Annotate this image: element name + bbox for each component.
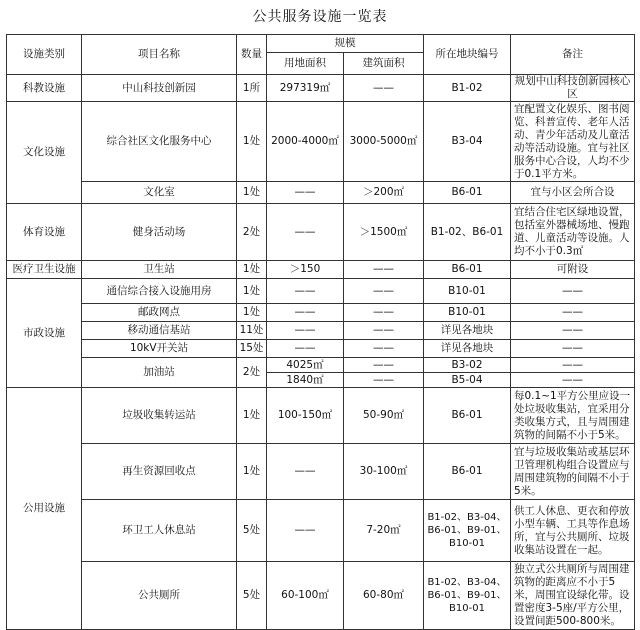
header-plot: 所在地块编号 bbox=[424, 35, 511, 75]
land-area: —— bbox=[267, 279, 344, 304]
note: 宜配置文化娱乐、图书阅览、科普宣传、老年人活动、青少年活动及儿童活动等活动设施。宜与社区服务中心合设，人均不少于0.1平方米。 bbox=[511, 102, 635, 182]
plot-number: B6-01 bbox=[424, 182, 511, 204]
header-name: 项目名称 bbox=[82, 35, 237, 75]
quantity: 15处 bbox=[237, 340, 267, 358]
category-cell: 医疗卫生设施 bbox=[7, 261, 82, 279]
project-name: 再生资源回收点 bbox=[82, 444, 237, 500]
building-area: —— bbox=[344, 322, 424, 340]
land-area: 60-100㎡ bbox=[267, 562, 344, 630]
land-area: 2000-4000㎡ bbox=[267, 102, 344, 182]
table-row bbox=[7, 261, 635, 279]
header-qty: 数量 bbox=[237, 35, 267, 75]
note: 宜与小区会所合设 bbox=[511, 182, 635, 204]
building-area: ＞1500㎡ bbox=[344, 204, 424, 261]
land-area: —— bbox=[267, 182, 344, 204]
project-name: 文化室 bbox=[82, 182, 237, 204]
header-row bbox=[7, 35, 635, 53]
building-area: —— bbox=[344, 261, 424, 279]
table-row bbox=[7, 562, 635, 630]
table-row bbox=[7, 444, 635, 500]
land-area: 297319㎡ bbox=[267, 75, 344, 102]
quantity: 1处 bbox=[237, 444, 267, 500]
plot-number: B10-01 bbox=[424, 304, 511, 322]
plot-number: B3-02 bbox=[424, 358, 511, 373]
category-cell: 体育设施 bbox=[7, 204, 82, 261]
header-building: 建筑面积 bbox=[344, 53, 424, 75]
project-name: 邮政网点 bbox=[82, 304, 237, 322]
table-row bbox=[7, 204, 635, 261]
note: —— bbox=[511, 322, 635, 340]
land-area: ＞150 bbox=[267, 261, 344, 279]
quantity: 5处 bbox=[237, 562, 267, 630]
note: —— bbox=[511, 304, 635, 322]
note: 宜与垃圾收集站或基层环卫管理机构组合设置应与周围建筑物的间隔不小于5米。 bbox=[511, 444, 635, 500]
building-area: ＞200㎡ bbox=[344, 182, 424, 204]
plot-number: 详见各地块 bbox=[424, 322, 511, 340]
land-area: —— bbox=[267, 500, 344, 562]
note: —— bbox=[511, 340, 635, 358]
building-area: —— bbox=[344, 340, 424, 358]
plot-number: B10-01 bbox=[424, 279, 511, 304]
note: —— bbox=[511, 373, 635, 388]
land-area: —— bbox=[267, 204, 344, 261]
table-row bbox=[7, 102, 635, 182]
plot-number: B1-02 bbox=[424, 75, 511, 102]
project-name: 通信综合接入设施用房 bbox=[82, 279, 237, 304]
table-row bbox=[7, 340, 635, 358]
quantity: 2处 bbox=[237, 358, 267, 388]
table-row bbox=[7, 358, 635, 373]
land-area: 4025㎡ bbox=[267, 358, 344, 373]
quantity: 1处 bbox=[237, 261, 267, 279]
quantity: 1所 bbox=[237, 75, 267, 102]
building-area: —— bbox=[344, 75, 424, 102]
plot-number: B6-01 bbox=[424, 388, 511, 444]
building-area: —— bbox=[344, 279, 424, 304]
land-area: 100-150㎡ bbox=[267, 388, 344, 444]
project-name: 移动通信基站 bbox=[82, 322, 237, 340]
project-name: 加油站 bbox=[82, 358, 237, 388]
note: 独立式公共厕所与周围建筑物的距离应不小于5米，周围宜设绿化带。设置密度3-5座/平方公里，设置间距500-800米。 bbox=[511, 562, 635, 630]
table-row bbox=[7, 182, 635, 204]
project-name: 综合社区文化服务中心 bbox=[82, 102, 237, 182]
plot-number: B6-01 bbox=[424, 444, 511, 500]
quantity: 1处 bbox=[237, 304, 267, 322]
plot-number: B3-04 bbox=[424, 102, 511, 182]
plot-number: B1-02、B3-04、B6-01、B9-01、B10-01 bbox=[424, 500, 511, 562]
category-cell: 公用设施 bbox=[7, 388, 82, 630]
project-name: 卫生站 bbox=[82, 261, 237, 279]
note: 可附设 bbox=[511, 261, 635, 279]
quantity: 5处 bbox=[237, 500, 267, 562]
category-cell: 市政设施 bbox=[7, 279, 82, 388]
quantity: 11处 bbox=[237, 322, 267, 340]
table-row bbox=[7, 388, 635, 444]
note: —— bbox=[511, 358, 635, 373]
land-area: —— bbox=[267, 340, 344, 358]
building-area: —— bbox=[344, 373, 424, 388]
building-area: —— bbox=[344, 304, 424, 322]
note: 规划中山科技创新园核心区 bbox=[511, 75, 635, 102]
building-area: 50-90㎡ bbox=[344, 388, 424, 444]
table-row bbox=[7, 75, 635, 102]
table-title: 公共服务设施一览表 bbox=[252, 9, 388, 25]
project-name: 垃圾收集转运站 bbox=[82, 388, 237, 444]
land-area: 1840㎡ bbox=[267, 373, 344, 388]
plot-number: B5-04 bbox=[424, 373, 511, 388]
building-area: 7-20㎡ bbox=[344, 500, 424, 562]
table-row bbox=[7, 304, 635, 322]
table-row bbox=[7, 500, 635, 562]
quantity: 1处 bbox=[237, 279, 267, 304]
category-cell: 科教设施 bbox=[7, 75, 82, 102]
building-area: 60-80㎡ bbox=[344, 562, 424, 630]
header-scale: 规模 bbox=[267, 35, 424, 53]
plot-number: B6-01 bbox=[424, 261, 511, 279]
project-name: 健身活动场 bbox=[82, 204, 237, 261]
project-name: 中山科技创新园 bbox=[82, 75, 237, 102]
category-cell: 文化设施 bbox=[7, 102, 82, 204]
quantity: 2处 bbox=[237, 204, 267, 261]
land-area: —— bbox=[267, 304, 344, 322]
header-land: 用地面积 bbox=[267, 53, 344, 75]
building-area: —— bbox=[344, 358, 424, 373]
building-area: 3000-5000㎡ bbox=[344, 102, 424, 182]
plot-number: B1-02、B6-01 bbox=[424, 204, 511, 261]
table-row bbox=[7, 322, 635, 340]
note: 供工人休息、更衣和停放小型车辆、工具等作息场所，宜与公共厕所、垃圾收集站设置在一起。 bbox=[511, 500, 635, 562]
project-name: 公共厕所 bbox=[82, 562, 237, 630]
header-category: 设施类别 bbox=[7, 35, 82, 75]
building-area: 30-100㎡ bbox=[344, 444, 424, 500]
plot-number: B1-02、B3-04、B6-01、B9-01、B10-01 bbox=[424, 562, 511, 630]
plot-number: 详见各地块 bbox=[424, 340, 511, 358]
header-note: 备注 bbox=[511, 35, 635, 75]
note: 宜结合住宅区绿地设置，包括室外器械场地、慢跑道、儿童活动等设施。人均不小于0.3㎡ bbox=[511, 204, 635, 261]
note: —— bbox=[511, 279, 635, 304]
project-name: 环卫工人休息站 bbox=[82, 500, 237, 562]
land-area: —— bbox=[267, 322, 344, 340]
note: 每0.1~1平方公里应设一处垃圾收集站，宜采用分类收集方式，且与周围建筑物的间隔不小于5米。 bbox=[511, 388, 635, 444]
table-row bbox=[7, 279, 635, 304]
land-area: —— bbox=[267, 444, 344, 500]
project-name: 10kV开关站 bbox=[82, 340, 237, 358]
quantity: 1处 bbox=[237, 388, 267, 444]
facilities-table bbox=[6, 34, 635, 630]
quantity: 1处 bbox=[237, 182, 267, 204]
quantity: 1处 bbox=[237, 102, 267, 182]
